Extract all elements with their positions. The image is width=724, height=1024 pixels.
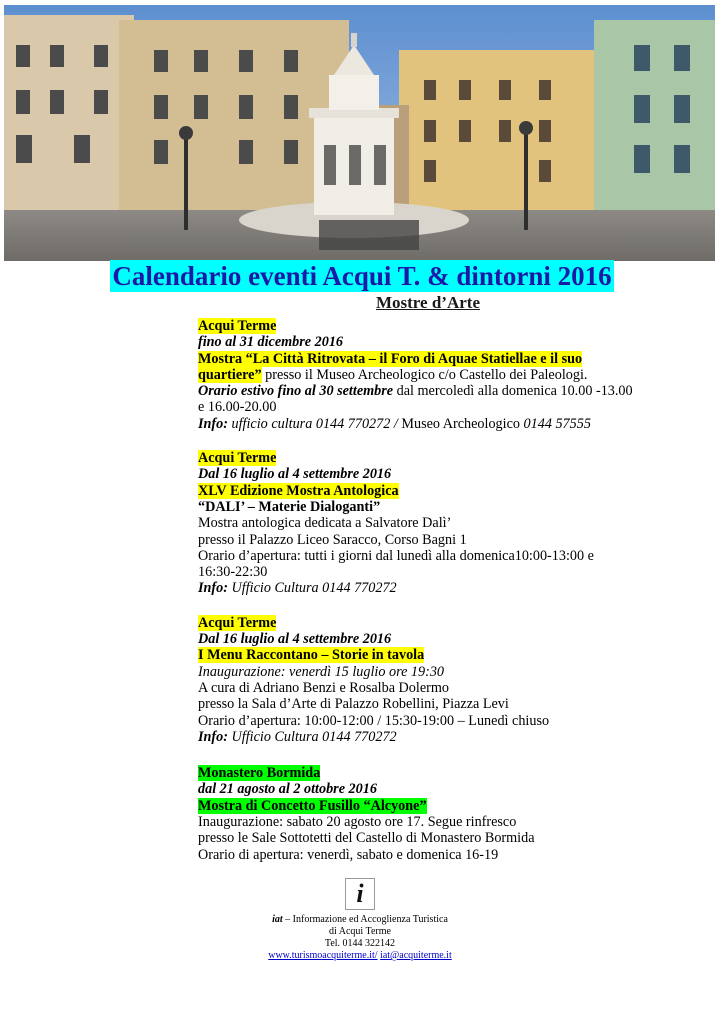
- event-hours-label: Orario estivo fino al 30 settembre: [198, 383, 394, 400]
- event-dates: dal 21 agosto al 2 ottobre 2016: [198, 781, 377, 798]
- event-inauguration: Inaugurazione: venerdì 15 luglio ore 19:30: [198, 663, 445, 680]
- event-line: 16:30-22:30: [198, 564, 268, 581]
- event-item: [198, 615, 638, 745]
- event-dates: fino al 31 dicembre 2016: [198, 334, 344, 351]
- event-item: [198, 450, 638, 597]
- event-line: presso il Palazzo Liceo Saracco, Corso Bagni 1: [198, 531, 467, 548]
- event-line: Inaugurazione: sabato 20 agosto ore 17. Segue rinfresco: [198, 814, 517, 831]
- event-name-cont: quartiere”: [198, 366, 262, 383]
- event-info: Ufficio Cultura 0144 770272: [227, 580, 397, 597]
- event-hours-cont: e 16.00-20.00: [198, 399, 277, 416]
- event-location: Acqui Terme: [198, 450, 277, 467]
- event-name: Mostra di Concetto Fusillo “Alcyone”: [198, 797, 427, 814]
- event-line: Orario d’apertura: tutti i giorni dal lunedì alla domenica10:00-13:00 e: [198, 547, 594, 564]
- event-dates: Dal 16 luglio al 4 settembre 2016: [198, 631, 392, 648]
- event-info: Ufficio Cultura 0144 770272: [227, 728, 397, 745]
- event-info-museum-phone: 0144 57555: [523, 415, 591, 432]
- event-name: XLV Edizione Mostra Antologica: [198, 482, 399, 499]
- event-hours: dal mercoledì alla domenica 10.00 -13.00: [393, 383, 633, 400]
- event-venue: presso il Museo Archeologico c/o Castello dei Paleologi.: [261, 366, 588, 383]
- footer-iat: iat: [272, 914, 283, 925]
- event-line: presso la Sala d’Arte di Palazzo Robellini, Piazza Levi: [198, 696, 509, 713]
- event-info-museum: Museo Archeologico: [401, 415, 524, 432]
- footer: [250, 878, 470, 962]
- events-list: [198, 318, 638, 881]
- event-name: I Menu Raccontano – Storie in tavola: [198, 647, 425, 664]
- event-info-label: Info:: [198, 415, 228, 432]
- event-line: presso le Sale Sottotetti del Castello di Monastero Bormida: [198, 830, 535, 847]
- section-subtitle: Mostre d’Arte: [375, 293, 480, 312]
- footer-phone: Tel. 0144 322142: [324, 938, 396, 949]
- event-info-label: Info:: [198, 728, 228, 745]
- event-line: Orario di apertura: venerdì, sabato e domenica 16-19: [198, 846, 499, 863]
- event-location: Acqui Terme: [198, 318, 277, 334]
- header-photo: [4, 5, 715, 261]
- info-i-icon: i: [345, 878, 375, 910]
- event-info-label: Info:: [198, 580, 228, 597]
- website-link[interactable]: www.turismoacquiterme.it/: [268, 950, 378, 961]
- event-line: Orario d’apertura: 10:00-12:00 / 15:30-19:00 – Lunedì chiuso: [198, 712, 550, 729]
- footer-line1: – Informazione ed Accoglienza Turistica: [282, 914, 448, 925]
- page-title: Calendario eventi Acqui T. & dintorni 2016: [112, 261, 612, 291]
- footer-line2: di Acqui Terme: [329, 926, 391, 937]
- event-location: Monastero Bormida: [198, 765, 321, 782]
- event-line: A cura di Adriano Benzi e Rosalba Dolermo: [198, 679, 449, 696]
- event-info: ufficio cultura 0144 770272 /: [227, 415, 402, 432]
- event-dates: Dal 16 luglio al 4 settembre 2016: [198, 466, 392, 483]
- event-name: Mostra “La Città Ritrovata – il Foro di Aquae Statiellae e il suo: [198, 350, 583, 367]
- event-location: Acqui Terme: [198, 614, 277, 631]
- event-subname: “DALI’ – Materie Dialoganti”: [198, 498, 381, 515]
- event-item: [198, 765, 638, 863]
- event-line: Mostra antologica dedicata a Salvatore Dalì’: [198, 515, 452, 532]
- event-item: [198, 318, 638, 432]
- email-link[interactable]: iat@acquiterme.it: [380, 950, 452, 961]
